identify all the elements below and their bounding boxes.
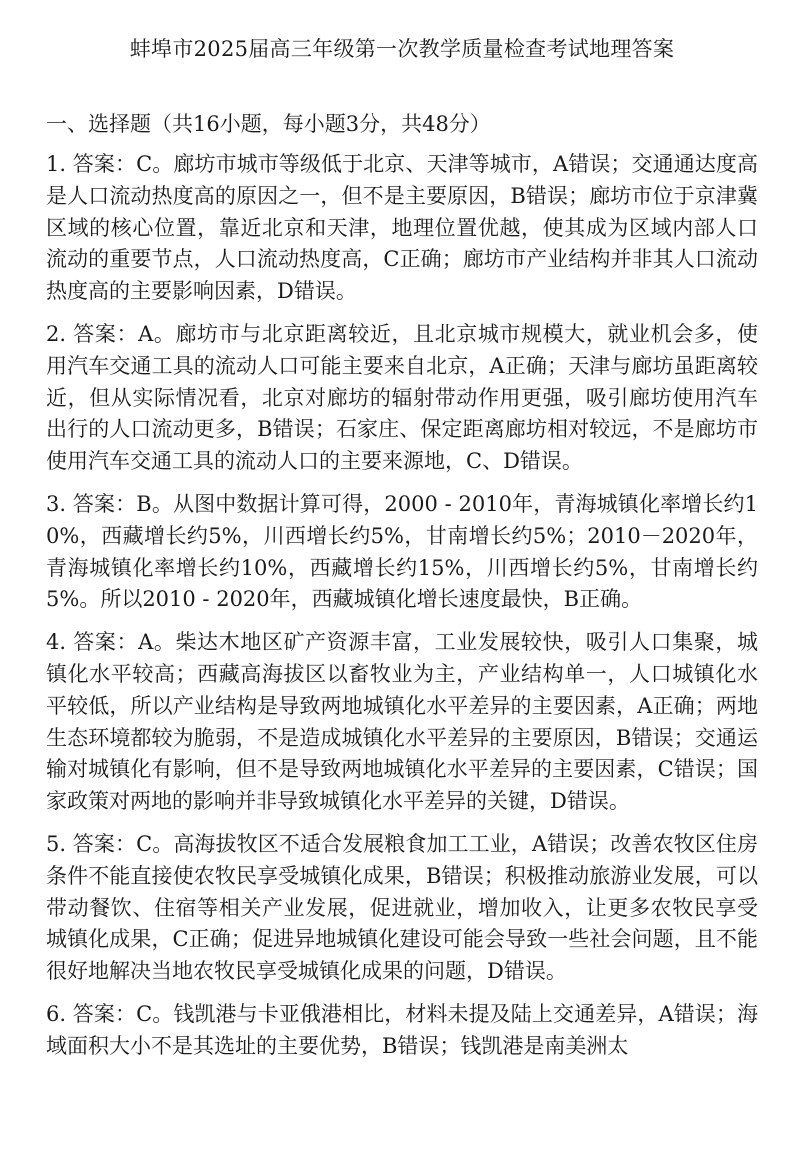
document-title: 蚌埠市2025届高三年级第一次教学质量检查考试地理答案 bbox=[129, 37, 675, 61]
answer-paragraph: 2. 答案：A。廊坊市与北京距离较近，且北京城市规模大，就业机会多，使用汽车交通工具的流动人口可能主要来自北京，A正确；天津与廊坊虽距离较近，但从实际情况看，北京对廊坊的辐射带动作用更强，吸引廊坊使用汽车出行的人口流动更多，B错误；石家庄、保定距离廊坊相对较远，不是廊坊市使用汽车交通工具的流动人口的主要来源地，C、D错误。 bbox=[46, 321, 758, 474]
answer-paragraph: 3. 答案：B。从图中数据计算可得，2000 - 2010年，青海城镇化率增长约10%，西藏增长约5%，川西增长约5%，甘南增长约5%；2010－2020年，青海城镇化率增长约10%，西藏增长约15%，川西增长约5%，甘南增长约5%。所以2010 - 2020年，西藏城镇化增长速度最快，B正确。 bbox=[46, 491, 758, 612]
answer-paragraph: 1. 答案：C。廊坊市城市等级低于北京、天津等城市，A错误；交通通达度高是人口流动热度高的原因之一，但不是主要原因，B错误；廊坊市位于京津冀区域的核心位置，靠近北京和天津，地理位置优越，使其成为区域内部人口流动的重要节点，人口流动热度高，C正确；廊坊市产业结构并非其人口流动热度高的主要影响因素，D错误。 bbox=[46, 152, 758, 304]
answer-paragraph: 5. 答案：C。高海拔牧区不适合发展粮食加工工业，A错误；改善农牧区住房条件不能直接使农牧民享受城镇化成果，B错误；积极推动旅游业发展，可以带动餐饮、住宿等相关产业发展，促进就业，增加收入，让更多农牧民享受城镇化成果，C正确；促进异地城镇化建设可能会导致一些社会问题，且不能很好地解决当地农牧民享受城镇化成果的问题，D错误。 bbox=[46, 831, 758, 984]
section-title: 一、选择题（共16小题，每小题3分，共48分） bbox=[46, 112, 491, 136]
answer-paragraph: 6. 答案：C。钱凯港与卡亚俄港相比，材料未提及陆上交通差异，A错误；海域面积大小不是其选址的主要优势，B错误；钱凯港是南美洲太 bbox=[46, 1001, 758, 1058]
answer-paragraph: 4. 答案：A。柴达木地区矿产资源丰富，工业发展较快，吸引人口集聚，城镇化水平较高；西藏高海拔区以畜牧业为主，产业结构单一，人口城镇化水平较低，所以产业结构是导致两地城镇化水平差异的主要因素，A正确；两地生态环境都较为脆弱，不是造成城镇化水平差异的主要原因，B错误；交通运输对城镇化有影响，但不是导致两地城镇化水平差异的主要因素，C错误；国家政策对两地的影响并非导致城镇化水平差异的关键，D错误。 bbox=[46, 630, 758, 814]
